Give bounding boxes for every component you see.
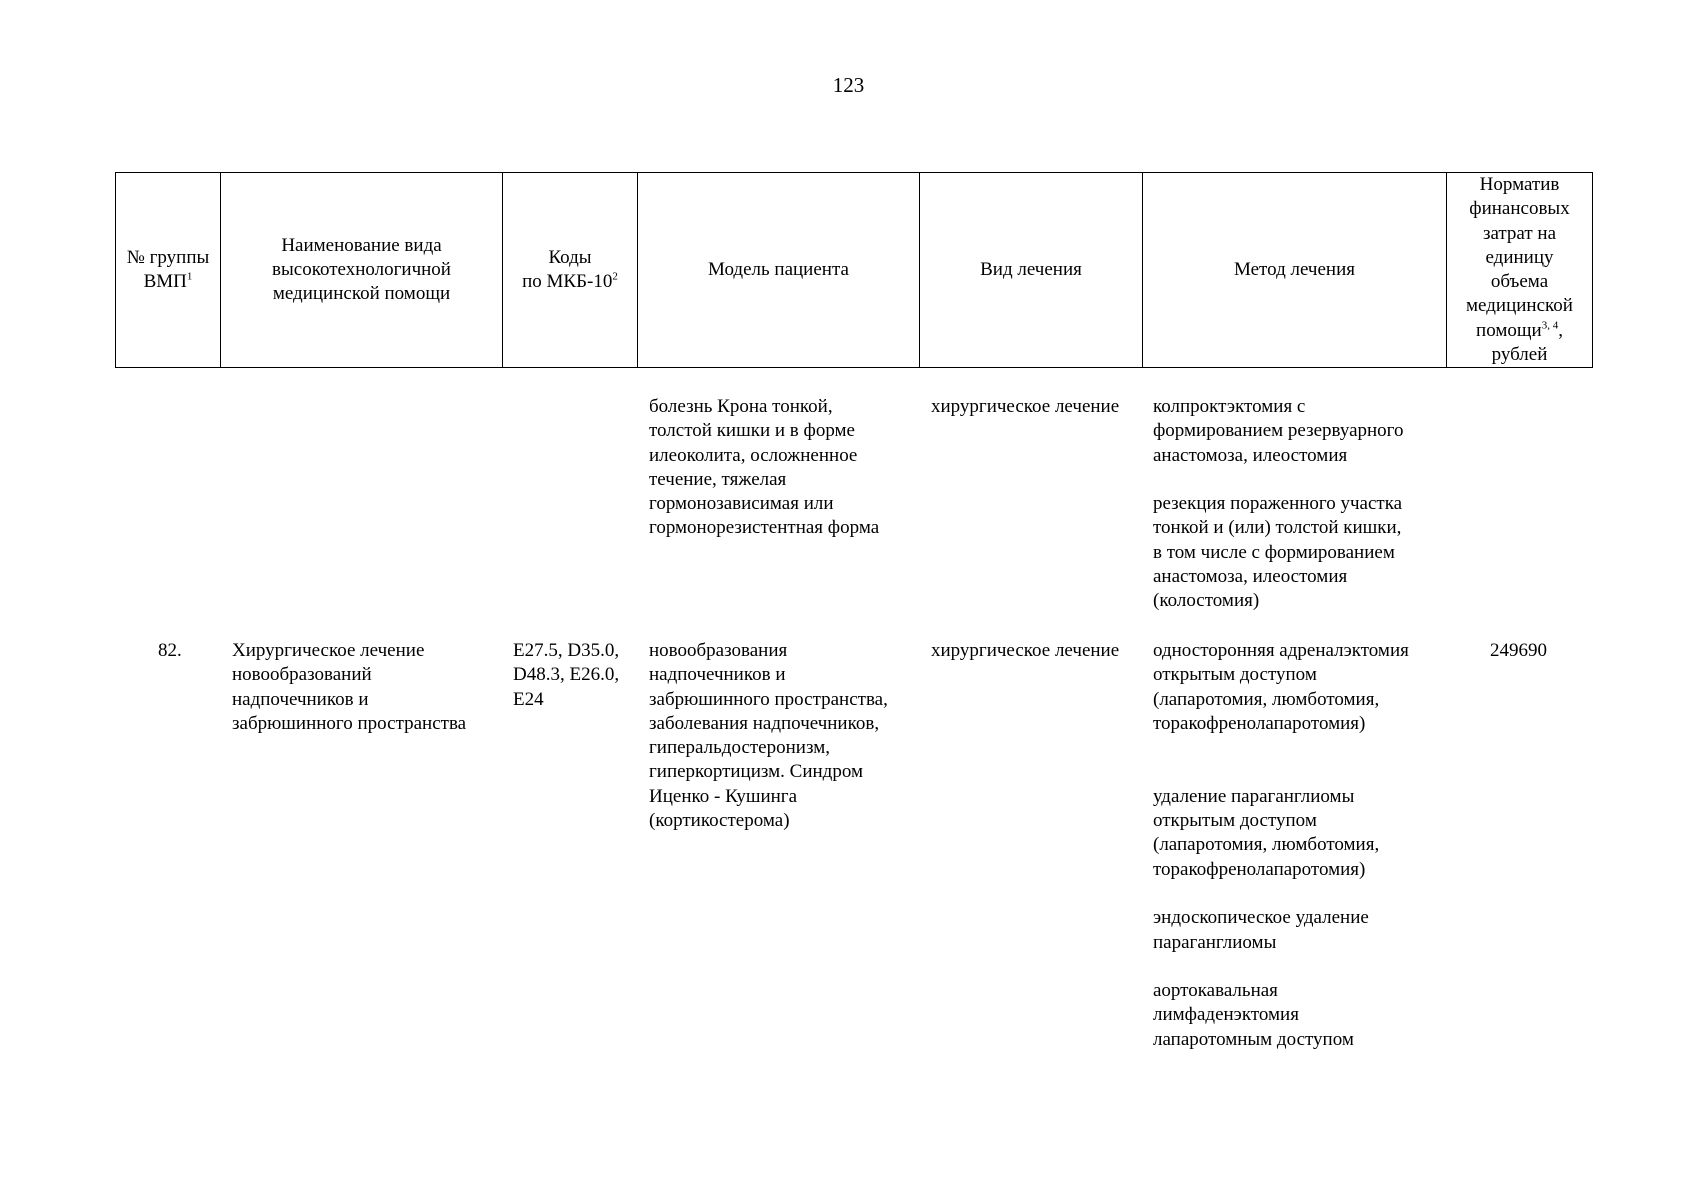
method-item: аортокавальная лимфаденэктомия лапаротомным доступом xyxy=(1153,980,1354,1050)
row-2-patient-model: новообразования надпочечников и забрюшинного пространства, заболевания надпочечников, гиперальдостеронизм, гиперкортицизм. Синдром Иценко - Кушинга (кортикостерома) xyxy=(649,640,888,832)
page-number: 123 xyxy=(832,73,865,97)
method-item: резекция пораженного участка тонкой и (или) толстой кишки, в том числе с формированием анастомоза, илеостомия (колостомия) xyxy=(1153,493,1403,612)
header-group-number: № группы ВМП$^1$ xyxy=(116,173,221,368)
row-1-patient-model: болезнь Крона тонкой, толстой кишки и в форме илеоколита, осложненное течение, тяжелая гормонозависимая или гормонорезистентная форма xyxy=(649,396,880,539)
row-2-treatment-type: хирургическое лечение xyxy=(931,640,1120,661)
header-patient-model: Модель пациента xyxy=(638,173,920,368)
table-header xyxy=(115,172,1593,368)
row-2-icd-codes: E27.5, D35.0, D48.3, E26.0, E24 xyxy=(513,640,620,710)
row-2-group-number: 82. xyxy=(158,640,182,661)
method-item: эндоскопическое удаление параганглиомы xyxy=(1153,907,1369,953)
header-treatment-method: Метод лечения xyxy=(1143,173,1447,368)
method-item: удаление параганглиомы открытым доступом (лапаротомия, люмботомия, торакофренолапаротомия) xyxy=(1153,785,1380,880)
header-treatment-type: Вид лечения xyxy=(920,173,1143,368)
row-1-treatment-type: хирургическое лечение xyxy=(931,396,1120,417)
header-icd-codes: Коды по МКБ-$10^2$ xyxy=(503,173,638,368)
header-care-type-name: Наименование вида высокотехнологичной медицинской помощи xyxy=(221,173,503,368)
row-2-care-type-name: Хирургическое лечение новообразований надпочечников и забрюшинного пространства xyxy=(232,640,467,734)
row-1-treatment-methods xyxy=(1153,395,1404,614)
method-item: колпроктэктомия с формированием резервуарного анастомоза, илеостомия xyxy=(1153,396,1404,466)
row-2-treatment-methods xyxy=(1153,639,1409,1052)
header-cost-norm: Норматив финансовых затрат на единицу объема медицинской помощи$^{3, 4}$, рублей xyxy=(1447,173,1593,368)
method-item: односторонняя адреналэктомия открытым доступом (лапаротомия, люмботомия, торакофренолапаротомия) xyxy=(1153,640,1409,734)
row-2-cost-norm: 249690 xyxy=(1490,640,1547,661)
